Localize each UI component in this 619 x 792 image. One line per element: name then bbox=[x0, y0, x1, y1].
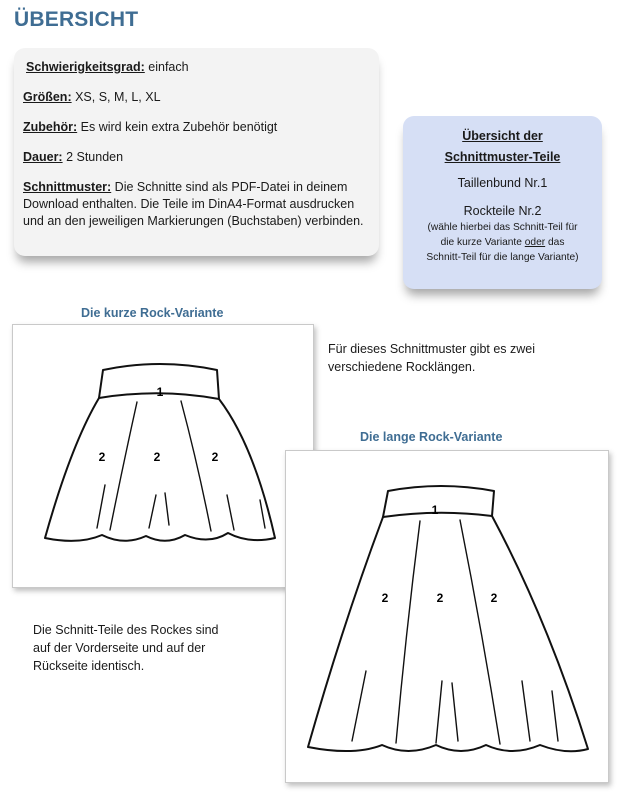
long-skirt-outline bbox=[308, 486, 588, 751]
parts-box-title bbox=[403, 126, 602, 168]
short-skirt-figure bbox=[12, 324, 314, 588]
parts-note-line-1: (wähle hierbei das Schnitt-Teil für bbox=[427, 222, 578, 233]
short-waistband-number: 1 bbox=[156, 385, 164, 399]
intro-text-line-2: verschiedene Rocklängen. bbox=[328, 360, 476, 374]
page-title: ÜBERSICHT bbox=[14, 8, 139, 31]
long-variant-heading: Die lange Rock-Variante bbox=[360, 430, 503, 444]
duration-value: 2 Stunden bbox=[62, 150, 124, 164]
intro-text bbox=[328, 340, 535, 376]
sizes-line bbox=[23, 89, 161, 106]
parts-title-line-2: Schnittmuster-Teile bbox=[444, 150, 561, 164]
accessories-line bbox=[23, 119, 277, 136]
long-skirt-drawing bbox=[286, 451, 608, 782]
short-panel-number-right: 2 bbox=[211, 450, 219, 464]
long-panel-number-left: 2 bbox=[381, 591, 389, 605]
short-panel-number-left: 2 bbox=[98, 450, 106, 464]
difficulty-label: Schwierigkeitsgrad: bbox=[26, 60, 145, 74]
long-waistband-number: 1 bbox=[431, 503, 439, 517]
identical-text-line-2: auf der Vorderseite und auf der bbox=[33, 641, 206, 655]
short-variant-heading: Die kurze Rock-Variante bbox=[81, 306, 224, 320]
pattern-text-1: Die Schnitte sind als PDF-Datei in deinem bbox=[111, 180, 348, 194]
pattern-line-3: und an den jeweiligen Markierungen (Buchstaben) verbinden. bbox=[23, 214, 364, 228]
identical-parts-text bbox=[33, 621, 219, 675]
duration-line bbox=[23, 149, 123, 166]
long-skirt-figure bbox=[285, 450, 609, 783]
sizes-label: Größen: bbox=[23, 90, 72, 104]
pattern-label: Schnittmuster: bbox=[23, 180, 112, 194]
intro-text-line-1: Für dieses Schnittmuster gibt es zwei bbox=[328, 342, 536, 356]
pattern-line-2: Download enthalten. Die Teile im DinA4-Format ausdrucken bbox=[23, 197, 355, 211]
short-skirt-drawing bbox=[13, 325, 313, 587]
pattern-parts-box bbox=[403, 116, 602, 289]
accessories-label: Zubehör: bbox=[23, 120, 78, 134]
short-panel-number-center: 2 bbox=[153, 450, 161, 464]
sizes-value: XS, S, M, L, XL bbox=[71, 90, 161, 104]
identical-text-line-1: Die Schnitt-Teile des Rockes sind bbox=[33, 623, 219, 637]
difficulty-line bbox=[26, 59, 189, 76]
waistband-part: Taillenbund Nr.1 bbox=[457, 176, 548, 190]
parts-note-line-3: Schnitt-Teil für die lange Variante) bbox=[426, 252, 579, 263]
skirt-part: Rockteile Nr.2 bbox=[463, 204, 542, 218]
difficulty-value: einfach bbox=[144, 60, 189, 74]
duration-label: Dauer: bbox=[23, 150, 63, 164]
parts-note bbox=[411, 220, 594, 265]
long-panel-number-center: 2 bbox=[436, 591, 444, 605]
accessories-value: Es wird kein extra Zubehör benötigt bbox=[77, 120, 278, 134]
pattern-line-1 bbox=[23, 179, 347, 196]
parts-title-line-1: Übersicht der bbox=[462, 129, 543, 143]
info-box bbox=[14, 48, 379, 256]
long-panel-number-right: 2 bbox=[490, 591, 498, 605]
parts-note-or: oder bbox=[524, 237, 546, 248]
parts-note-line-2a: die kurze Variante bbox=[440, 237, 525, 248]
parts-note-line-2c: das bbox=[545, 237, 565, 248]
identical-text-line-3: Rückseite identisch. bbox=[33, 659, 145, 673]
